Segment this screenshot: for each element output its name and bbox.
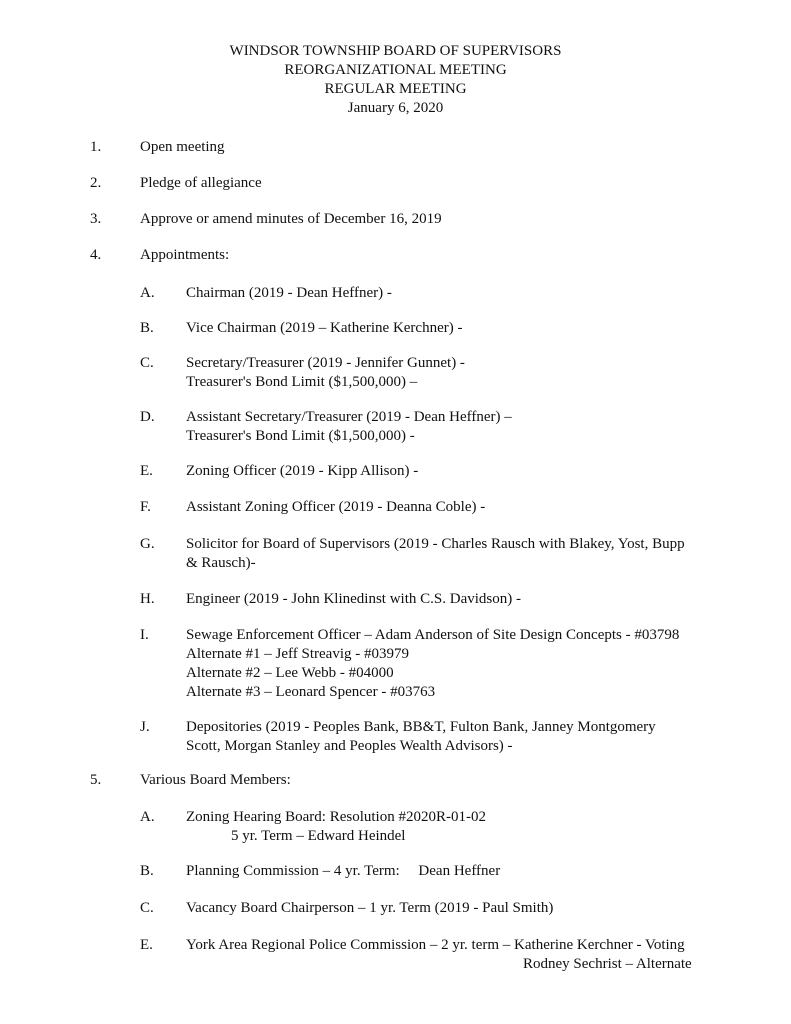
appointment-text: Treasurer's Bond Limit ($1,500,000) – [186,374,418,390]
appointment-text: Vice Chairman (2019 – Katherine Kerchner) - [186,320,463,336]
appointment-text: Treasurer's Bond Limit ($1,500,000) - [186,428,415,444]
meeting-type: REORGANIZATIONAL MEETING [284,62,507,78]
appointment-text: Secretary/Treasurer (2019 - Jennifer Gunnet) - [186,355,465,371]
appointment-text: Alternate #3 – Leonard Spencer - #03763 [186,684,436,700]
item-number: 1. [90,139,102,155]
appointment-text: Engineer (2019 - John Klinedinst with C.S. Davidson) - [186,591,521,607]
appointment-letter: G. [140,536,155,552]
appointment-text: Alternate #1 – Jeff Streavig - #03979 [186,646,410,662]
board-member-text: York Area Regional Police Commission – 2 yr. term – Katherine Kerchner - Voting [186,937,685,953]
item-text: Approve or amend minutes of December 16, 2019 [140,211,442,227]
board-member-text: Planning Commission – 4 yr. Term: Dean Heffner [186,863,501,879]
board-member-term: 5 yr. Term – Edward Heindel [231,828,406,844]
item-text: Various Board Members: [140,772,291,788]
board-member-letter: A. [140,809,155,825]
board-member-letter: B. [140,863,154,879]
item-number: 2. [90,175,102,191]
board-member-alternate: Rodney Sechrist – Alternate [523,956,692,972]
item-text: Pledge of allegiance [140,175,262,191]
appointment-text: Depositories (2019 - Peoples Bank, BB&T, Fulton Bank, Janney Montgomery [186,719,656,735]
item-number: 5. [90,772,102,788]
appointment-text: Assistant Secretary/Treasurer (2019 - Dean Heffner) – [186,409,512,425]
board-member-letter: C. [140,900,154,916]
appointment-text: Zoning Officer (2019 - Kipp Allison) - [186,463,419,479]
appointment-text: Assistant Zoning Officer (2019 - Deanna Coble) - [186,499,486,515]
board-member-text: Vacancy Board Chairperson – 1 yr. Term (2019 - Paul Smith) [186,900,554,916]
item-text: Open meeting [140,139,225,155]
appointment-letter: D. [140,409,155,425]
appointment-letter: I. [140,627,149,643]
agenda-header [0,42,791,118]
appointment-text: Scott, Morgan Stanley and Peoples Wealth Advisors) - [186,738,513,754]
item-text: Appointments: [140,247,230,263]
appointment-letter: B. [140,320,154,336]
appointment-letter: J. [140,719,150,735]
appointment-letter: C. [140,355,154,371]
appointment-text: Chairman (2019 - Dean Heffner) - [186,285,392,301]
appointment-text: Alternate #2 – Lee Webb - #04000 [186,665,394,681]
item-number: 3. [90,211,102,227]
item-number: 4. [90,247,102,263]
appointment-letter: E. [140,463,153,479]
board-title: WINDSOR TOWNSHIP BOARD OF SUPERVISORS [229,43,562,59]
meeting-subtype: REGULAR MEETING [324,81,467,97]
meeting-date: January 6, 2020 [347,100,444,116]
appointment-letter: A. [140,285,155,301]
board-member-text: Zoning Hearing Board: Resolution #2020R-01-02 [186,809,486,825]
appointment-text: Sewage Enforcement Officer – Adam Anderson of Site Design Concepts - #03798 [186,627,680,643]
appointment-text: & Rausch)- [186,555,256,571]
board-member-letter: E. [140,937,153,953]
appointment-text: Solicitor for Board of Supervisors (2019 - Charles Rausch with Blakey, Yost, Bupp [186,536,685,552]
appointment-letter: H. [140,591,155,607]
appointment-letter: F. [140,499,151,515]
